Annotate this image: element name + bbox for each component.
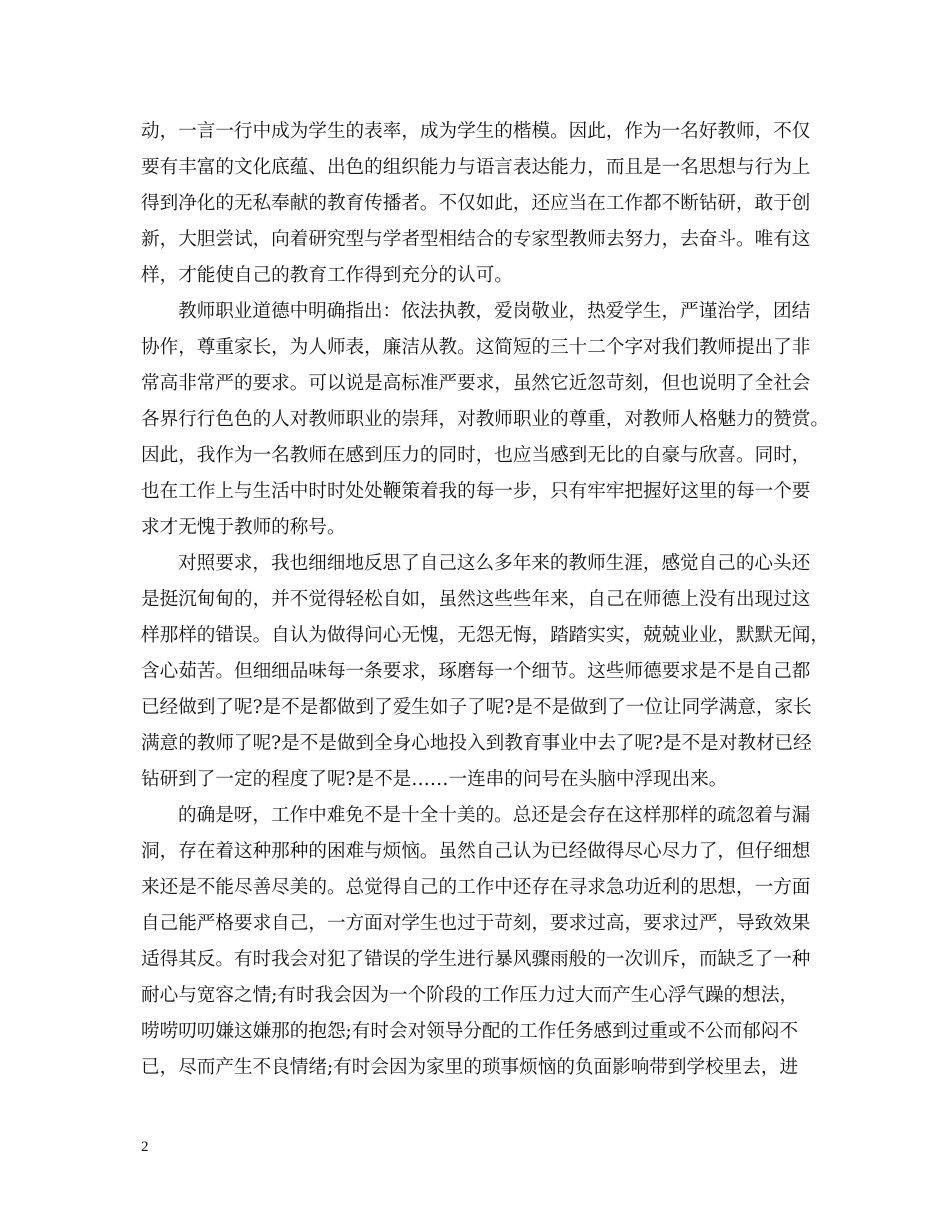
text-line: 耐心与宽容之情;有时我会因为一个阶段的工作压力过大而产生心浮气躁的想法，	[141, 985, 799, 1006]
paragraph-first-line: 对照要求，我也细细地反思了自己这么多年来的教师生涯，感觉自己的心头还	[178, 553, 811, 574]
text-line: 协作，尊重家长，为人师表，廉洁从教。这简短的三十二个字对我们教师提出了非	[141, 337, 811, 358]
text-line: 各界行行色色的人对教师职业的崇拜，对教师职业的尊重，对教师人格魅力的赞赏。	[141, 409, 829, 430]
text-line: 含心茹苦。但细细品味每一条要求，琢磨每一个细节。这些师德要求是不是自己都	[141, 661, 811, 682]
text-line: 唠唠叨叨嫌这嫌那的抱怨;有时会对领导分配的工作任务感到过重或不公而郁闷不	[141, 1021, 799, 1042]
text-line: 因此，我作为一名教师在感到压力的同时，也应当感到无比的自豪与欣喜。同时，	[141, 445, 811, 466]
text-line: 也在工作上与生活中时时处处鞭策着我的每一步，只有牢牢把握好这里的每一个要	[141, 481, 811, 502]
paragraph-first-line: 教师职业道德中明确指出：依法执教，爱岗敬业，热爱学生，严谨治学，团结	[178, 301, 811, 322]
text-line: 钻研到了一定的程度了呢?是不是……一连串的问号在头脑中浮现出来。	[141, 769, 728, 790]
page-number: 2	[141, 1139, 149, 1155]
text-line: 来还是不能尽善尽美的。总觉得自己的工作中还存在寻求急功近利的思想，一方面	[141, 877, 811, 898]
text-line: 是挺沉甸甸的，并不觉得轻松自如，虽然这些些年来，自己在师德上没有出现过这	[141, 589, 811, 610]
text-line: 新，大胆尝试，向着研究型与学者型相结合的专家型教师去努力，去奋斗。唯有这	[141, 229, 811, 250]
text-line: 已，尽而产生不良情绪;有时会因为家里的琐事烦恼的负面影响带到学校里去，进	[141, 1057, 799, 1078]
text-line: 洞，存在着这种那种的困难与烦恼。虽然自己认为已经做得尽心尽力了，但仔细想	[141, 841, 811, 862]
text-line: 得到净化的无私奉献的教育传播者。不仅如此，还应当在工作都不断钻研，敢于创	[141, 193, 811, 214]
text-line: 要有丰富的文化底蕴、出色的组织能力与语言表达能力，而且是一名思想与行为上	[141, 157, 811, 178]
text-line: 自己能严格要求自己，一方面对学生也过于苛刻，要求过高，要求过严，导致效果	[141, 913, 811, 934]
text-line: 适得其反。有时我会对犯了错误的学生进行暴风骤雨般的一次训斥，而缺乏了一种	[141, 949, 811, 970]
text-line: 求才无愧于教师的称号。	[141, 517, 346, 538]
text-line: 常高非常严的要求。可以说是高标准严要求，虽然它近忽苛刻，但也说明了全社会	[141, 373, 811, 394]
text-line: 样那样的错误。自认为做得问心无愧，无怨无悔，踏踏实实，兢兢业业，默默无闻，	[141, 625, 829, 646]
paragraph-first-line: 的确是呀，工作中难免不是十全十美的。总还是会存在这样那样的疏忽着与漏	[178, 805, 811, 826]
text-line: 已经做到了呢?是不是都做到了爱生如子了呢?是不是做到了一位让同学满意，家长	[141, 697, 812, 718]
text-line: 样，才能使自己的教育工作得到充分的认可。	[141, 265, 513, 286]
text-line: 满意的教师了呢?是不是做到全身心地投入到教育事业中去了呢?是不是对教材已经	[141, 733, 812, 754]
text-line: 动，一言一行中成为学生的表率，成为学生的楷模。因此，作为一名好教师，不仅	[141, 121, 811, 142]
